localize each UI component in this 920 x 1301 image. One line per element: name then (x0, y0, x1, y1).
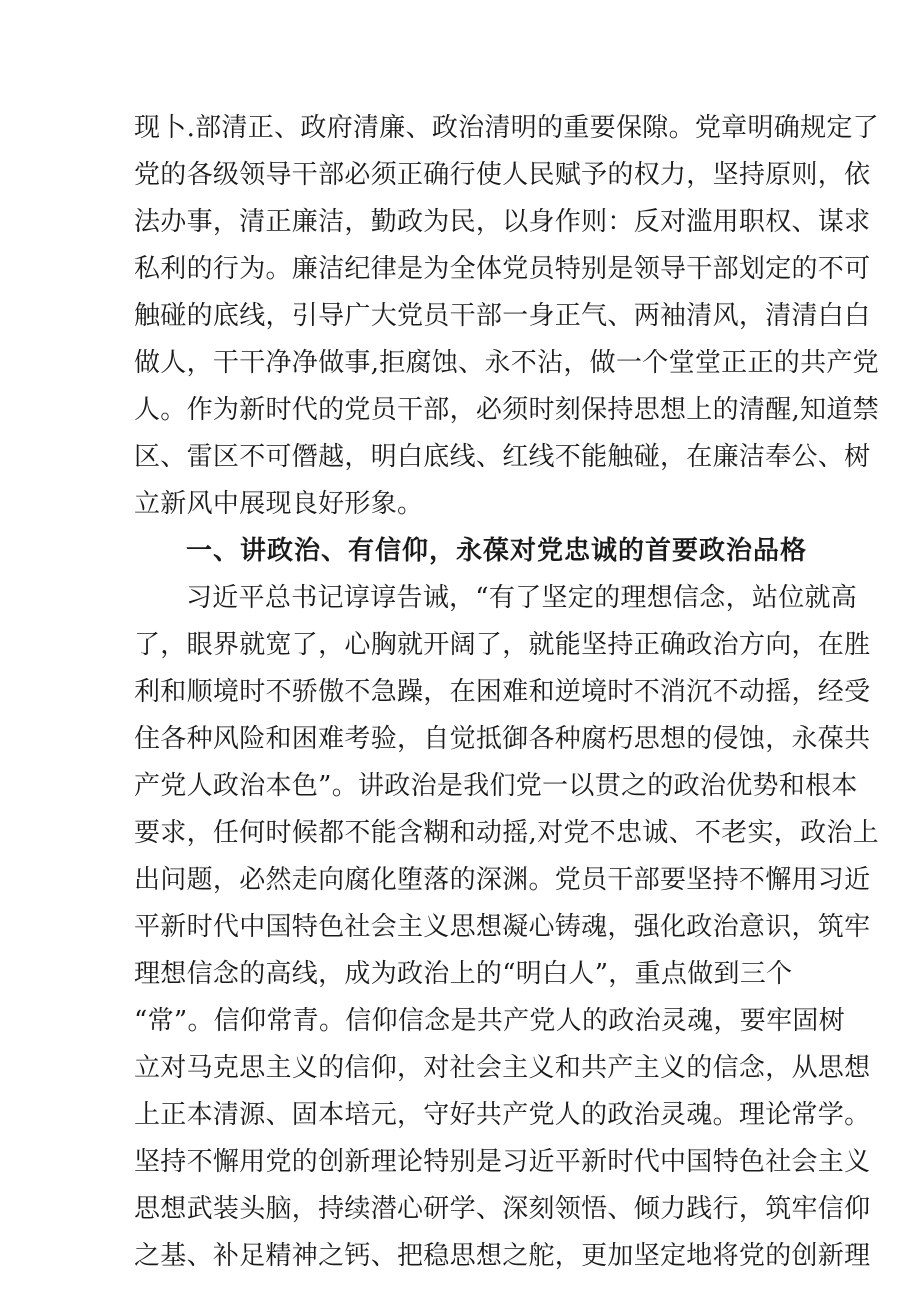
paragraph-2-line-15: 之基、补足精神之钙、把稳思想之舵，更加坚定地将党的创新理 (134, 1241, 871, 1271)
paragraph-1-line-7: 人。作为新时代的党员干部，必须时刻保持思想上的清醒,知道禁 (134, 395, 879, 425)
paragraph-2-line-6: 要求，任何时候都不能含糊和动摇,对党不忠诚、不老实，政治上 (134, 818, 879, 848)
section-heading: 一、讲政治、有信仰，永葆对党忠诚的首要政治品格 (186, 536, 808, 566)
paragraph-2-line-10: “常”。信仰常青。信仰信念是共产党人的政治灵魂，要牢固树 (134, 1006, 845, 1036)
paragraph-2-line-14: 思想武装头脑，持续潜心研学、深刻领悟、倾力践行，筑牢信仰 (134, 1194, 871, 1224)
paragraph-2-line-13: 坚持不懈用党的创新理论特别是习近平新时代中国特色社会主义 (134, 1147, 871, 1177)
paragraph-1-line-1: 现卜.部清正、政府清廉、政治清明的重要保隙。党章明确规定了 (134, 113, 879, 143)
paragraph-1-line-2: 党的各级领导干部必须正确行使人民赋予的权力，坚持原则，依 (134, 160, 871, 190)
paragraph-1-line-4: 私利的行为。廉洁纪律是为全体党员特别是领导干部划定的不可 (134, 254, 871, 284)
paragraph-2-line-4: 住各种风险和困难考验，自觉抵御各种腐朽思想的侵蚀，永葆共 (134, 724, 871, 754)
paragraph-2-line-9: 理想信念的高线，成为政治上的“明白人”，重点做到三个 (134, 959, 793, 989)
paragraph-2-line-7: 出问题，必然走向腐化堕落的深渊。党员干部要坚持不懈用习近 (134, 865, 871, 895)
paragraph-2-line-2: 了，眼界就宽了，心胸就开阔了，就能坚持正确政治方向，在胜 (134, 630, 871, 660)
paragraph-2-line-5: 产党人政治本色”。讲政治是我们党一以贯之的政治优势和根本 (134, 771, 858, 801)
paragraph-2-line-12: 上正本清源、固本培元，守好共产党人的政治灵魂。理论常学。 (134, 1100, 871, 1130)
paragraph-2-line-3: 利和顺境时不骄傲不急躁，在困难和逆境时不消沉不动摇，经受 (134, 677, 871, 707)
paragraph-1-line-6: 做人，干干净净做事,拒腐蚀、永不沾，做一个堂堂正正的共产党 (134, 348, 879, 378)
paragraph-1-line-3: 法办事，清正廉洁，勤政为民，以身作则：反对滥用职权、谋求 (134, 207, 871, 237)
paragraph-1-line-5: 触碰的底线，引导广大党员干部一身正气、两袖清风，清清白白 (134, 301, 871, 331)
paragraph-2-line-11: 立对马克思主义的信仰，对社会主义和共产主义的信念，从思想 (134, 1053, 871, 1083)
paragraph-2-line-8: 平新时代中国特色社会主义思想凝心铸魂，强化政治意识，筑牢 (134, 912, 871, 942)
paragraph-1-line-9: 立新风中展现良好形象。 (134, 489, 424, 519)
paragraph-1-line-8: 区、雷区不可僭越，明白底线、红线不能触碰，在廉洁奉公、树 (134, 442, 871, 472)
paragraph-2-line-1: 习近平总书记谆谆告诫，“有了坚定的理想信念，站位就高 (186, 583, 858, 613)
